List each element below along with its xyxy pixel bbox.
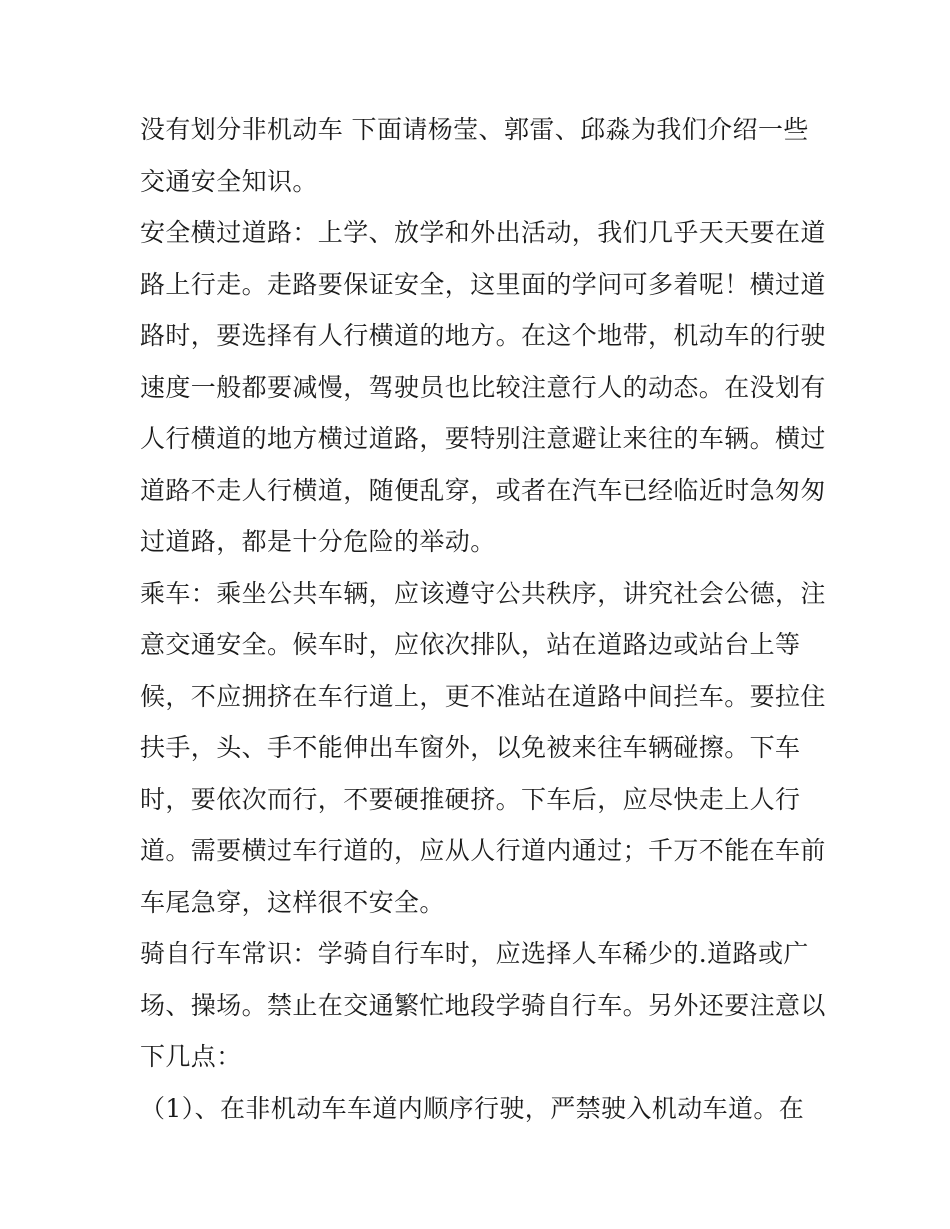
text-line-13: 扶手，头、手不能伸出车窗外，以免被来往车辆碰擦。下车	[140, 733, 801, 762]
text-line-1: 没有划分非机动车 下面请杨莹、郭雷、邱淼为我们介绍一些	[140, 115, 809, 144]
text-line-20: （1）、在非机动车车道内顺序行驶，严禁驶入机动车道。在	[140, 1093, 805, 1123]
text-line-7: 人行横道的地方横过道路，要特别注意避让来往的车辆。横过	[140, 424, 826, 453]
text-line-5: 路时，要选择有人行横道的地方。在这个地带，机动车的行驶	[140, 321, 826, 350]
text-line-6: 速度一般都要减慢，驾驶员也比较注意行人的动态。在没划有	[140, 372, 826, 402]
document-body	[140, 104, 826, 1134]
text-line-3: 安全横过道路：上学、放学和外出活动，我们几乎天天要在道	[140, 218, 826, 247]
text-line-2: 交通安全知识。	[140, 166, 318, 196]
text-line-8: 道路不走人行横道，随便乱穿，或者在汽车已经临近时急匆匆	[140, 475, 826, 505]
text-line-4: 路上行走。走路要保证安全，这里面的学问可多着呢！横过道	[140, 269, 826, 299]
text-line-16: 车尾急穿，这样很不安全。	[140, 887, 445, 917]
text-line-19: 下几点：	[140, 1042, 242, 1071]
text-line-14: 时，要依次而行，不要硬推硬挤。下车后，应尽快走上人行	[140, 784, 801, 814]
text-line-11: 意交通安全。候车时，应依次排队，站在道路边或站台上等	[140, 630, 801, 659]
text-line-15: 道。需要横过车行道的，应从人行道内通过；千万不能在车前	[140, 836, 826, 865]
text-line-12: 候，不应拥挤在车行道上，更不准站在道路中间拦车。要拉住	[140, 681, 826, 711]
text-line-18: 场、操场。禁止在交通繁忙地段学骑自行车。另外还要注意以	[140, 990, 826, 1020]
text-line-9: 过道路，都是十分危险的举动。	[140, 527, 496, 556]
text-line-17: 骑自行车常识：学骑自行车时，应选择人车稀少的.道路或广	[140, 939, 809, 968]
text-line-10: 乘车：乘坐公共车辆，应该遵守公共秩序，讲究社会公德，注	[140, 578, 826, 608]
